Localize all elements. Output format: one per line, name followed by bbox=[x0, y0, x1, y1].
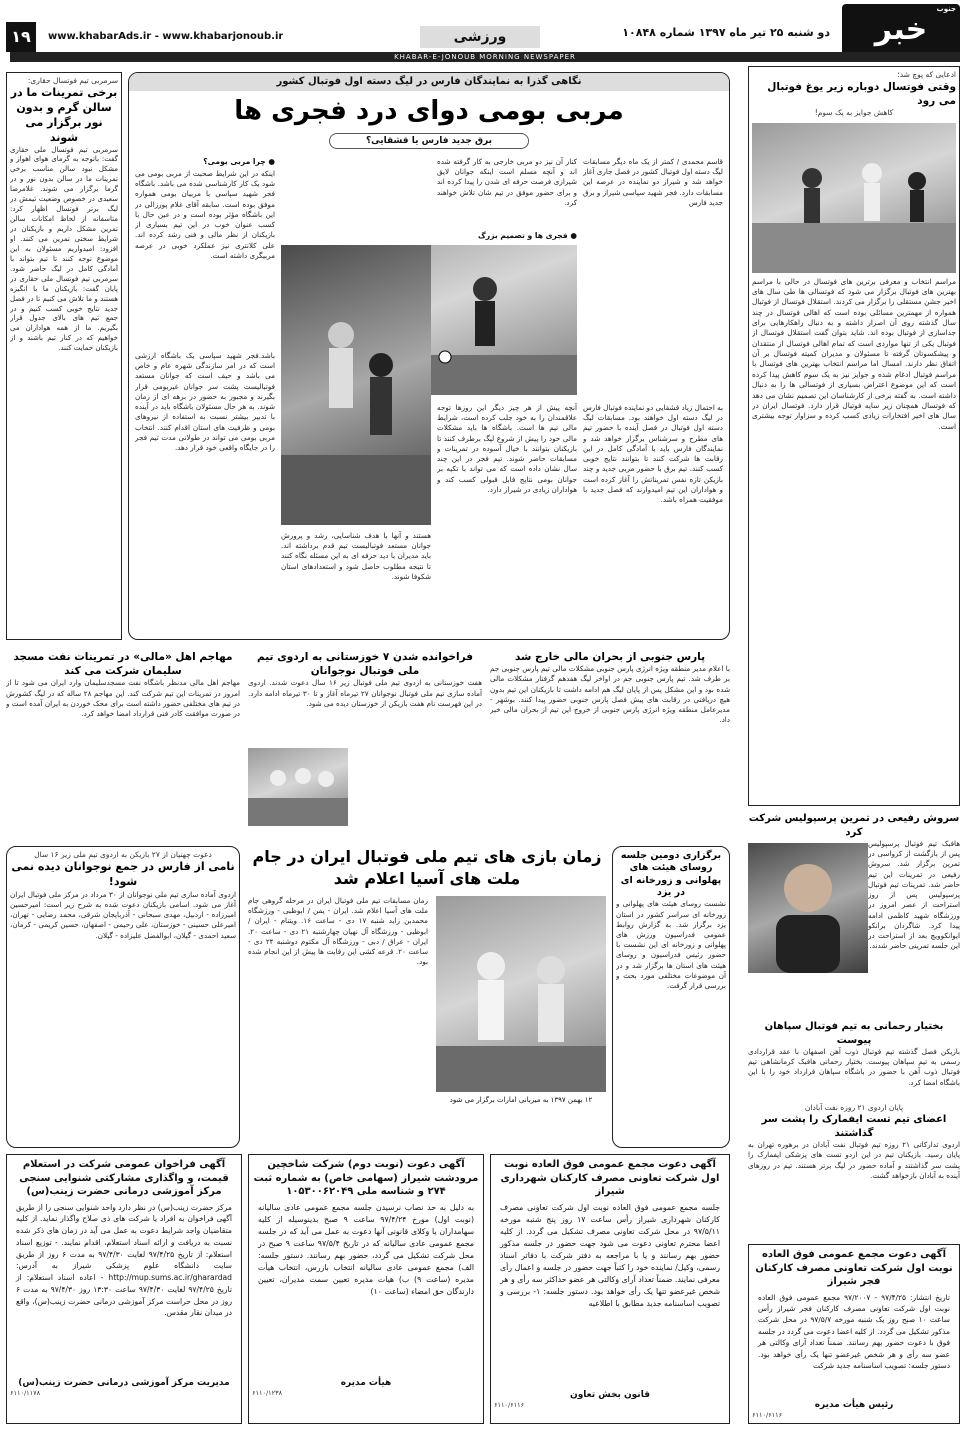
ad-municipality-coop[interactable] bbox=[490, 1154, 730, 1424]
main-col-a: قاسم محمدی / کمتر از یک ماه دیگر مسابقات لیگ دسته اول فوتبال کشور در فصل جاری آغاز خواهد شد و شیراز دو نماینده در عرصه این مسابقات دارد. فجر شهید سپاسی شیراز و برق جدید فارس bbox=[583, 157, 723, 207]
main-headline[interactable]: مربی بومی دوای درد فجری ها bbox=[234, 96, 624, 126]
futsal-players-image bbox=[752, 123, 956, 273]
wrestling-headline[interactable]: برگزاری دومین جلسه روسای هیئت های پهلوانی و زورخانه ای در یزد bbox=[620, 850, 722, 899]
naft-body: اردوی تدارکاتی ۲۱ روزه تیم فوتبال نفت آبادان در برهوره تهران به پایان رسید. بازیکنان تیم در این اردو تست های پزشکی ایفمارک را پشت سر گذاشتند و آماده حضور در لیگ برتر هستند. تیم در روزهای آینده به آبادان بازخواهد گشت. bbox=[748, 1140, 960, 1180]
futsal-subhead: کاهش جوایز به یک سوم! bbox=[814, 108, 894, 118]
main-col-c: اینکه در این شرایط صحبت از مربی بومی می شود یک کار کارشناسی شده می باشد. باشگاه فجر شهید سپاسی با مربیان بومی همواره موفق بوده است. سابقه آقای غلام پورزالی در این باشگاه مؤثر بوده است و در عین حال با کسب عنوان خوب در این تیم بسیاری از بازیکنان از نظر مالی و فنی رشد کرده اند. علی کلانتری نیز عملکرد خوبی در عرصه مربیگری داشته است. bbox=[135, 169, 275, 260]
website-link[interactable]: www.khabarAds.ir - www.khabarjonoub.ir bbox=[48, 31, 284, 42]
section-label: ورزشی bbox=[420, 26, 540, 48]
ahl-body: مهاجم اهل مالی مدنظر باشگاه نفت مسجدسلیمان وارد ایران می شود تا از امروز در تمرینات این تیم شرکت کند. این مهاجم ۲۸ ساله که در لیگ کشورش در تیم های مختلفی حضور داشته است برای محک خوردن به ایران آمده است و در صورت موافقت کادر فنی قرارداد امضا خواهد کرد. bbox=[6, 678, 240, 718]
pars-headline[interactable]: پارس جنوبی از بحران مالی خارج شد bbox=[514, 651, 706, 663]
issue-date: دو شنبه ۲۵ تیر ماه ۱۳۹۷ شماره ۱۰۸۴۸ bbox=[622, 26, 830, 39]
taekwondo-kicker: پایان اردوی ۲۱ روزه نفت آبادان bbox=[804, 1103, 904, 1112]
ad-zeinab-body: مرکز حضرت زینب(س) در نظر دارد واحد شنوایی سنجی را از طریق آگهی فراخوان به افراد یا شرکت های ذی صلاح واگذار نماید. از کلیه متقاضیان واجد شرایط دعوت به عمل می آید در زمان های ذکر شده نسبت به دریافت و ارائه اسناد استعلام، اقدام نمایند. - توزیع اسناد استعلام: از تاریخ ۹۷/۴/۲۵ لغایت ۹۷/۴/۳۰ به مدت ۶ روز از طریق سایت دانشگاه علوم پزشکی شیراز به آدرس: http://mup.sums.ac.ir/gharardad - اعاده اسناد استعلام: از تاریخ ۹۷/۴/۲۵ لغایت ۹۷/۴/۳۰ ساعت ۱۳:۳۰ روز ۹۷/۴/۳۰ به مدت ۶ روز در محل حراست مرکز آموزشی درمانی حضرت زینب(س)، واقع در میدان نقار مقدس. bbox=[16, 1202, 232, 1318]
ad-zeinab-title: آگهی فراخوان عمومی شرکت در استعلام قیمت، و واگذاری مشارکتی شنوایی سنجی مرکز آموزشی درمانی حضرت زینب(س) bbox=[19, 1159, 229, 1197]
ad-fajr-code: ۶۱۱۰/۶۱۱۶ bbox=[752, 1410, 783, 1419]
national-team-image bbox=[436, 896, 606, 1092]
asia-cup-article bbox=[248, 846, 606, 1148]
main-col-b: کنار آن نیز دو مربی خارجی به کار گرفته شده اند و آنچه مسلم است اینکه جوانان لایق شیرازی فرصت حرفه ای شدن را پیدا کرده اند و برای حضور موفق در تیم شان تلاش خواهند کرد. bbox=[437, 157, 577, 207]
main-col-f: آنچه پیش از هر چیز دیگر این روزها توجه علاقمندان را به خود جلب کرده است، شرایط مالی تیم ها است. باشگاه ها باید مشکلات مالی خود را پیش از شروع لیگ برطرف کنند تا بازیکنان بتوانند با خیال آسوده در تمرینات و مسابقات حاضر شوند. تیم فجر در این چند سال نشان داده است که می تواند با تکیه بر جوانان بومی نتایج قابل قبولی کسب کند و هواداران زیادی در شیراز دارد. bbox=[437, 403, 577, 494]
rahmani-body: بازیکن فصل گذشته تیم فوتبال ذوب آهن اصفهان با عقد قراردادی رسمی به تیم سپاهان پیوست. بختیار رحمانی هافبک کرمانشاهی تیم فوتبال ذوب آهن با حضور در باشگاه سپاهان قرارداد خود را با این باشگاه امضا کرد. bbox=[748, 1047, 960, 1087]
asia-cup-photo bbox=[436, 896, 606, 1092]
team-photo-image bbox=[248, 748, 348, 826]
futsal-photo bbox=[752, 123, 956, 273]
ad-municipality-body: جلسه مجمع عمومی فوق العاده نوبت اول شرکت تعاونی مصرف کارکنان شهرداری شیراز رأس ساعت ۱۷ روز پنج شنبه مورخه ۹۷/۵/۱۱ در محل شرکت تعاونی مصرف تشکیل می گردد. از کلیه اعضا محترم تعاونی دعوت می شود جهت حضور در جلسه مذکور حضور بهم رسانند و یا با مراجعه به دفتر شرکت با دفاتر اسناد رسمی، وکیل/ نماینده خود را کتباً جهت حضور در جلسه و اعمال رأی معرفی نمایند. ضمناً تعداد آرای وکالتی هر عضو حداکثر سه رأی و هر شخص غیرعضو تنها یک رأی خواهد بود. دستور جلسه: ۱- بررسی و تصویب اساسنامه جدید مطابق با اطلاعیه bbox=[500, 1202, 721, 1309]
asia-cup-caption: ۱۲ بهمن ۱۳۹۷ به میزبانی امارات برگزار می شود bbox=[449, 1096, 593, 1104]
rafiei-headline[interactable]: سروش رفیعی در تمرین پرسپولیس شرکت کرد bbox=[748, 813, 960, 838]
sidebar-headline[interactable]: برخی تمرینات ما در سالن گرم و بدون نور برگزار می شوند bbox=[10, 86, 118, 144]
football-action-image bbox=[281, 245, 431, 525]
main-story bbox=[128, 72, 730, 640]
sidebar-kicker: سرمربی تیم فوتسال حقاری: bbox=[27, 76, 118, 85]
rafiei-photo bbox=[748, 843, 868, 973]
ad-fajr-signature: رئیس هیأت مدیره bbox=[814, 1399, 894, 1410]
logo-subtext: جنوب bbox=[936, 5, 956, 13]
logo-text: خبر bbox=[874, 12, 928, 47]
right-column bbox=[748, 66, 960, 1066]
player-portrait-image bbox=[748, 843, 868, 973]
masthead bbox=[0, 0, 970, 62]
u16-kicker: دعوت چهنیان از ۲۷ بازیکن به اردوی تیم ملی زیر ۱۶ سال bbox=[34, 850, 212, 859]
rahmani-headline[interactable]: بختیار رحمانی به تیم فوتبال سپاهان پیوست bbox=[764, 1021, 944, 1046]
futsal-article bbox=[748, 66, 960, 806]
ad-municipality-footer: قانون بخش تعاون bbox=[570, 1389, 650, 1400]
page-number: ۱۹ bbox=[6, 22, 36, 52]
ad-municipality-code: ۶۱۱۰/۶۱۱۶ bbox=[494, 1400, 525, 1409]
ad-fajr-title: آگهی دعوت مجمع عمومی فوق العاده نوبت اول شرکت تعاونی مصرف کارکنان فجر شیراز bbox=[755, 1249, 953, 1287]
u16-headline[interactable]: نامی از فارس در جمع نوجوانان دیده نمی شود! bbox=[11, 860, 235, 888]
main-col-e: به احتمال زیاد قشقایی دو نماینده فوتبال فارس در لیگ دسته اول خواهند بود. مسابقات لیگ دسته اول فوتبال در فصل آینده با حضور تیم های مطرح و سرشناس برگزار خواهد شد و نمایندگان فارس باید با آمادگی کامل در این رقابت ها شرکت کنند تا بتوانند نتایج خوبی کسب کنند. تیم برق با حضور مربی جدید و چند بازیکن تازه نفس تمریناتش را آغاز کرده است و هواداران این تیم امیدوارند که فصل جدید با موفقیت همراه باشد. bbox=[583, 403, 723, 504]
khuzestan-photo bbox=[248, 748, 348, 826]
ad-zeinab-signature: مدیریت مرکز آموزشی درمانی حضرت زینب(س) bbox=[18, 1377, 230, 1388]
u16-body: اردوی آماده سازی تیم ملی نوجوانان از ۳۰ مرداد در مرکز ملی فوتبال ایران آغاز می شود. اسامی بازیکنان دعوت شده به شرح زیر است: امیرحسین امیرزاده - اردبیل، مهدی سبحانی - آذربایجان شرقی، محمد رضایی - تهران، امیرعلی حسینی - خوزستان، علی رحیمی - اصفهان، حسین کریمی - کرمان، سعید احمدی - گیلان، ابوالفضل علیزاده - گیلان. bbox=[10, 889, 236, 940]
rafiei-body: هافبک تیم فوتبال پرسپولیس پس از بازگشت از کرواسی در تمرین برگزار شد. سروش رفیعی در تمرینات این تیم حاضر شد. تمرینات تیم فوتبال پرسپولیس پس از روز استراحت از عصر امروز در ورزشگاه شهید کاظمی ادامه پیدا کرد. شاگردان برانکو ایوانکوویچ بعد از استراحت در این جلسه تمرینی حاضر شدند. bbox=[868, 839, 960, 951]
sidebar-body: سرمربی تیم فوتسال ملی حقاری گفت: باتوجه به گرمای هوای اهواز و مشکل نبود سالن مناسب برخی تمرینات ما در سالن بدون نور و در گرما برگزار می شوند. غلامرضا سعیدی در خصوص وضعیت تیمش در لیگ برتر فوتسال اظهار کرد: متاسفانه از لحاظ امکانات سالن تمرین مشکل داریم و بازیکنان در شرایط سختی تمرین می کنند. او افزود: امیدواریم مسئولان به این موضوع توجه کنند تا تیم بتواند با آمادگی کامل در لیگ حاضر شود. سرمربی تیم فوتسال ملی حقاری در پایان گفت: بازیکنان ما با انگیزه هستند و ما تلاش می کنیم تا در فصل جدید نتایج خوبی کسب کنیم و در جمع تیم های بالای جدول قرار بگیریم. ما از همه هواداران می خواهیم که در کنار تیم باشند و از بازیکنان حمایت کنند. bbox=[10, 145, 118, 353]
newspaper-logo[interactable] bbox=[842, 4, 960, 58]
main-subhead-bumi: ● چرا مربی بومی؟ bbox=[203, 157, 275, 166]
ad-shakhchin-title: آگهی دعوت (نوبت دوم) شرکت شاخچین مرودشت شیراز (سهامی خاص) به شماره ثبت ۲۷۴ و شناسه ملی ۱۰۵۳۰۰۶۲۰۴۹ bbox=[253, 1159, 479, 1197]
ad-shakhchin[interactable] bbox=[248, 1154, 484, 1424]
main-subhead-fajr: ● فجری ها و تصمیم بزرگ bbox=[477, 231, 577, 240]
u16-article bbox=[6, 846, 240, 1148]
khuzestan-article bbox=[248, 650, 482, 840]
ad-fajr-body: تاریخ انتشار: ۹۷/۴/۲۵ - ۹۷/۲۰۰۷ مجمع عمومی فوق العاده نوبت اول شرکت تعاونی مصرف کارکنان فجر شیراز رأس ساعت ۱۰ صبح روز یک شنبه مورخه ۹۷/۵/۷ در محل شرکت مذکور تشکیل می گردد. از کلیه اعضا دعوت می گردد در جلسه فوق با دعوت حضور بهم رسانند. ضمناً تعداد آرای وکالتی هر عضو سه رأی و هر شخص غیرعضو تنها یک رأی خواهد بود. دستور جلسه: تصویب اساسنامه جدید شرکت bbox=[758, 1292, 950, 1371]
wrestling-article bbox=[612, 846, 730, 1148]
ad-zeinab-hospital[interactable] bbox=[6, 1154, 242, 1424]
main-photo-2 bbox=[281, 245, 431, 525]
naft-headline[interactable]: اعضای تیم تست ایفمارک را پشت سر گذاشتند bbox=[761, 1114, 947, 1139]
ad-shakhchin-body: به دلیل به حد نصاب نرسیدن جلسه مجمع عمومی عادی سالیانه (نوبت اول) مورخ ۹۷/۴/۲۴ ساعت ۹ صبح بدینوسیله از کلیه سهامداران یا وکلای قانونی آنها دعوت به عمل می آید که در جلسه مجمع عمومی عادی سالیانه که در تاریخ ۹۷/۵/۴ ساعت ۹ صبح در محل شرکت تشکیل می گردد، حضور بهم رسانند. دستور جلسه: الف) مجمع عمومی عادی سالیانه انتخاب بازرس، انتخاب هیأت مدیره (ساعت ۹) ب) هیات مدیره تعیین سمت مدیران، تعیین دارندگان حق امضاء (ساعت ۱۰) bbox=[258, 1202, 475, 1297]
ad-shakhchin-signature: هیأت مدیره bbox=[340, 1377, 392, 1388]
asia-cup-headline[interactable]: زمان بازی های تیم ملی فوتبال ایران در جام ملت های آسیا اعلام شد bbox=[252, 847, 602, 888]
paper-name-bar: KHABAR-E-JONOUB MORNING NEWSPAPER bbox=[10, 52, 960, 62]
left-sidebar-article bbox=[6, 72, 122, 640]
ad-shakhchin-code: ۶۱۱۰/۱۲۳۸ bbox=[252, 1388, 283, 1397]
main-kicker: نگاهی گذرا به نمایندگان فارس در لیگ دسته اول فوتبال کشور bbox=[129, 73, 729, 91]
pars-body: با اعلام مدیر منطقه ویژه انرژی پارس جنوبی مشکلات مالی تیم پارس جنوبی جم بر طرف شد. تیم پارس جنوبی جم در اواخر لیگ هفدهم گرفتار مشکلات مالی شده بود و این مشکل پس از پایان لیگ هم ادامه داشت تا بازیکنان این تیم بدون هیچ دریافتی در رقابت های پیش فصل پارس جنوبی حضور پیدا کنند. بوشهر - مدیرعامل منطقه ویژه انرژی پارس جنوبی از خروج این تیم از بحران مالی خبر داد. bbox=[490, 664, 730, 725]
wrestling-body: نشست روسای هیئت های پهلوانی و زورخانه ای سراسر کشور در استان یزد برگزار شد. به گزارش روابط عمومی فدراسیون ورزش های پهلوانی و زورخانه ای این نشست با حضور رئیس فدراسیون و روسای هیئت های استان ها برگزار شد و در آن موضوعات مختلفی مورد بحث و بررسی قرار گرفت. bbox=[616, 899, 726, 991]
ahl-headline[interactable]: مهاجم اهل «مالی» در تمرینات نفت مسجد سلیمان شرکت می کند bbox=[13, 651, 233, 678]
pars-article bbox=[490, 650, 730, 840]
futsal-body: مراسم انتخاب و معرفی برترین های فوتسال در حالی با مراسم بهترین های فوتبال برگزار می شود که فوتسالی ها طی سال های اخیر جشن مستقلی را برگزار می کردند. استقلال فوتسال از فوتبال همواره از مهمترین مسائلی بوده است که اهالی فوتسال در چند سال گذشته روی آن اصرار داشته و به دنبال راهکارهایی برای جداسازی از فوتبال بوده اند. شاید بتوان گفت استقلال فوتسال از فوتبال یکی از تنها مواردی است که تمام اهالی فوتسال از منتقدان و پیشکسوتان گرفته تا مسئولان و مدیران کمیته فوتسال بر آن اتفاق نظر دارند. امسال اما مراسم انتخاب بهترین های فوتسال با مراسم فوتبال ادغام شده و جوایز نیز به یک سوم کاهش پیدا کرده است که این موضوع اعتراض بسیاری از فوتسالی ها را به دنبال داشته است. به گفته برخی از کارشناسان این تصمیم نشان می دهد که فوتسال همچنان زیر سایه فوتبال قرار دارد. فوتسال ایران در سال های اخیر افتخارات زیادی کسب کرده و سزاوار توجه بیشتری است. bbox=[752, 276, 956, 431]
main-col-g: هستند و آنها با هدف شناسایی، رشد و پرورش جوانان مستعد فوتبالیست تیم قدم برداشته اند. باید مدیران با دید حرفه ای به این مسئله نگاه کنند تا نتیجه مطلوب حاصل شود و استعدادهای استان شکوفا شوند. bbox=[281, 531, 431, 581]
ad-municipality-title: آگهی دعوت مجمع عمومی فوق العاده نوبت اول شرکت تعاونی مصرف کارکنان شهرداری شیراز bbox=[500, 1159, 720, 1197]
ad-zeinab-code: ۶۱۱۰/۱۱۷۸ bbox=[10, 1388, 41, 1397]
futsal-kicker: ادعایی که پوچ شد؛ bbox=[897, 70, 956, 79]
khuzestan-body: هفت خوزستانی به اردوی تیم ملی فوتبال زیر ۱۶ سال دعوت شدند. اردوی آماده سازی تیم ملی فوتبال نوجوانان ۲۷ تیرماه آغاز و تا ۳۰ تیرماه ادامه دارد. در این فهرست نام هفت بازیکن از خوزستان دیده می شود. bbox=[248, 678, 482, 708]
khuzestan-headline[interactable]: فراخوانده شدن ۷ خوزستانی به اردوی تیم ملی فوتبال نوجوانان bbox=[257, 651, 473, 678]
asia-cup-body: زمان مسابقات تیم ملی فوتبال ایران در مرحله گروهی جام ملت های آسیا اعلام شد. ایران - یمن / ابوظبی - ورزشگاه محمدبن زاید شنبه ۱۷ دی - ساعت ۱۶. ویتنام - ایران / ابوظبی - ورزشگاه آل نهیان چهارشنبه ۲۱ دی - ساعت ۲۰. ایران - عراق / دبی - ورزشگاه آل مکتوم دوشنبه ۲۴ دی - ساعت ۲۰. قرعه کشی این رقابت ها پیش از این انجام شده بود. bbox=[248, 896, 428, 967]
right-lower-articles bbox=[748, 1020, 960, 1210]
ad-fajr-coop[interactable] bbox=[748, 1244, 960, 1424]
futsal-headline[interactable]: وقتی فوتسال دوباره زیر یوغ فوتبال می رود bbox=[767, 81, 956, 108]
main-col-d: باشد.فجر شهید سپاسی یک باشگاه ارزشی است که در امر سازندگی شهره عام و خاص می باشد و حیف است که جوانان مستعد فوتبالیست پشت سر جوانان غیربومی قرار بگیرند و مجبور به حضور در برهه ای از زمان شوند. به هر حال مسئولان باشگاه باید در آینده با تدبیر بیشتر نسبت به استفاده از نیروهای بومی و ظرفیت های استان اقدام کنند. انتخاب مربی بومی می تواند در طولانی مدت تیم فجر را در جایگاه واقعی خود قرار دهد. bbox=[135, 351, 275, 452]
main-subtitle: برق جدید فارس یا قشقایی؟ bbox=[329, 133, 529, 149]
ahl-article bbox=[6, 650, 240, 840]
